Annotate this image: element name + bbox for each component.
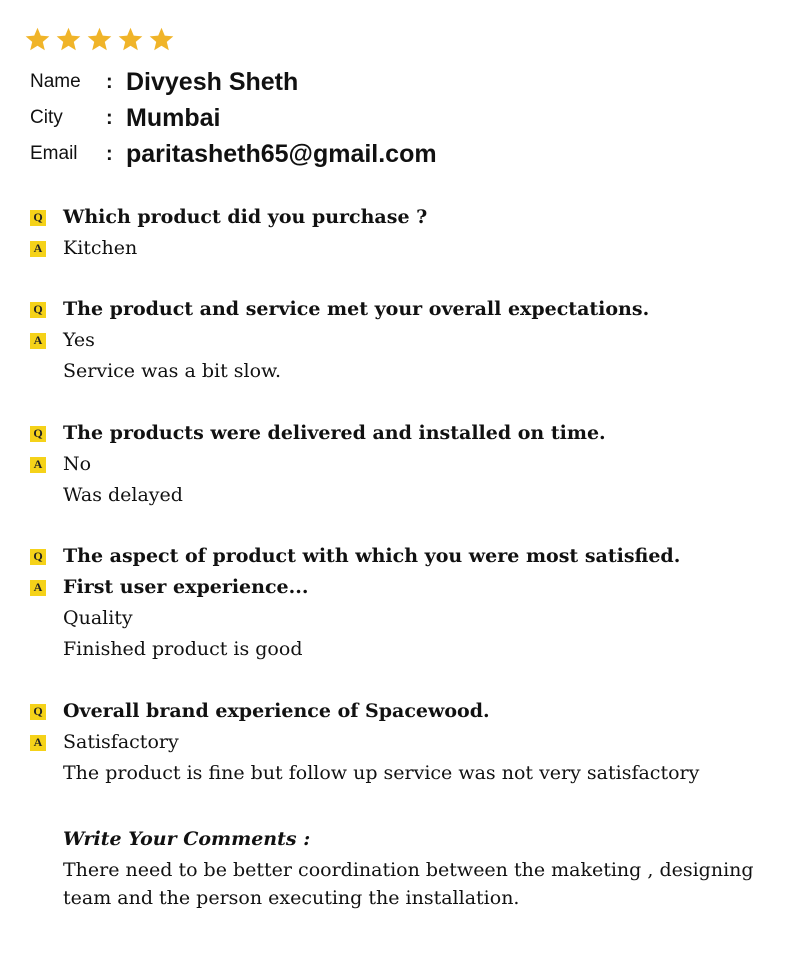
question-row — [30, 696, 790, 727]
question-badge: Q — [30, 210, 46, 226]
answer-detail-row — [30, 356, 790, 387]
question-text: The product and service met your overall expectations. — [63, 298, 650, 320]
qa-block-3 — [30, 418, 790, 511]
question-badge: Q — [30, 549, 46, 565]
answer-row — [30, 449, 790, 480]
email-row — [30, 136, 437, 172]
question-row — [30, 202, 790, 233]
qa-block-1 — [30, 202, 790, 264]
answer-row — [30, 233, 790, 264]
comments-section — [63, 824, 790, 912]
qa-block-2 — [30, 294, 790, 387]
city-row — [30, 100, 437, 136]
question-text: Overall brand experience of Spacewood. — [63, 700, 490, 722]
star-icon — [117, 26, 144, 53]
star-icon — [148, 26, 175, 53]
answer-text: Kitchen — [63, 237, 138, 259]
answer-badge: A — [30, 457, 46, 473]
answer-text: First user experience... — [63, 576, 309, 598]
answer-badge: A — [30, 735, 46, 751]
answer-detail-row — [30, 603, 790, 634]
name-row — [30, 64, 437, 100]
answer-detail-text: Finished product is good — [63, 638, 303, 660]
question-text: The products were delivered and installed on time. — [63, 422, 606, 444]
answer-detail-text: Was delayed — [63, 484, 183, 506]
name-label: Name — [30, 71, 81, 92]
answer-text: Yes — [63, 329, 95, 351]
star-rating — [24, 26, 175, 53]
star-icon — [24, 26, 51, 53]
answer-detail-row — [30, 634, 790, 665]
answer-row — [30, 325, 790, 356]
answer-text: No — [63, 453, 92, 475]
answer-detail-text: The product is fine but follow up service was not very satisfactory — [63, 762, 700, 784]
answer-detail-text: Quality — [63, 607, 133, 629]
city-separator: : — [106, 106, 113, 129]
star-icon — [86, 26, 113, 53]
email-value: paritasheth65@gmail.com — [126, 139, 437, 168]
customer-info — [30, 64, 437, 172]
comments-body: There need to be better coordination between the maketing , designing team and the person executing the installation. — [63, 859, 754, 909]
city-value: Mumbai — [126, 103, 221, 132]
comments-title: Write Your Comments : — [63, 828, 311, 850]
star-icon — [55, 26, 82, 53]
answer-badge: A — [30, 241, 46, 257]
question-row — [30, 294, 790, 325]
qa-block-4 — [30, 541, 790, 665]
answer-row — [30, 727, 790, 758]
answer-detail-row — [30, 758, 790, 789]
question-badge: Q — [30, 704, 46, 720]
city-label: City — [30, 107, 63, 128]
question-text: Which product did you purchase ? — [63, 206, 428, 228]
name-separator: : — [106, 70, 113, 93]
answer-detail-text: Service was a bit slow. — [63, 360, 282, 382]
question-row — [30, 541, 790, 572]
email-separator: : — [106, 142, 113, 165]
question-badge: Q — [30, 426, 46, 442]
answer-badge: A — [30, 333, 46, 349]
answer-row — [30, 572, 790, 603]
answer-detail-row — [30, 480, 790, 511]
answer-badge: A — [30, 580, 46, 596]
question-text: The aspect of product with which you were most satisfied. — [63, 545, 681, 567]
qa-block-5 — [30, 696, 790, 789]
email-label: Email — [30, 143, 78, 164]
question-row — [30, 418, 790, 449]
question-badge: Q — [30, 302, 46, 318]
answer-text: Satisfactory — [63, 731, 179, 753]
name-value: Divyesh Sheth — [126, 67, 299, 96]
